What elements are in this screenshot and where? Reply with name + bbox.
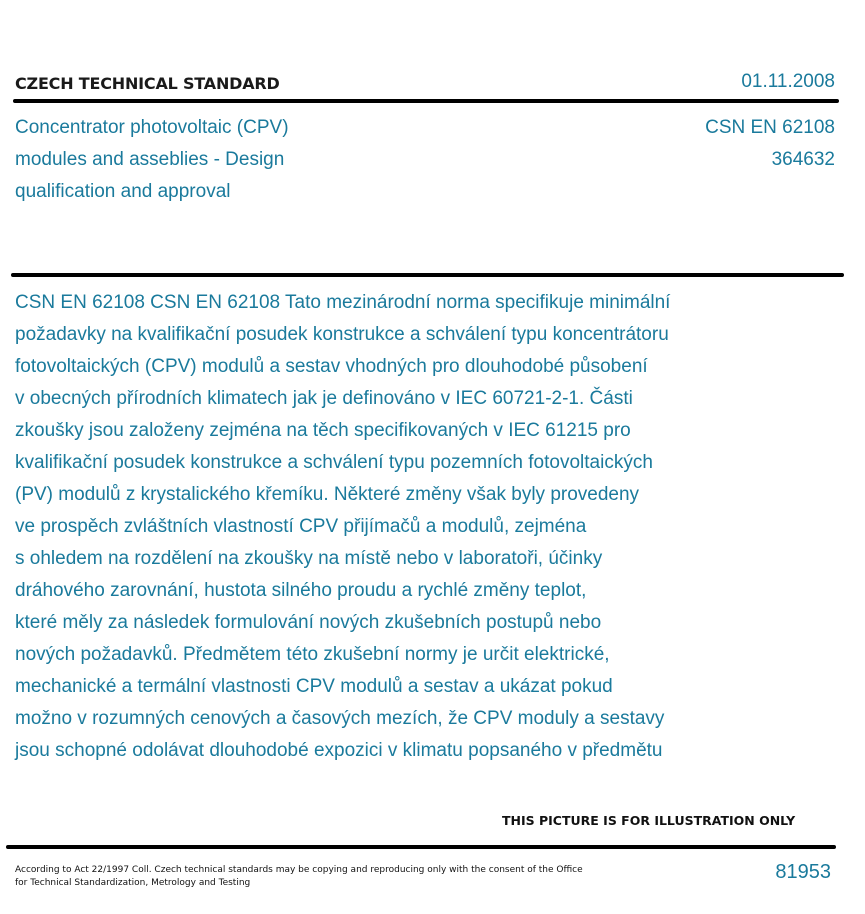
standard-abstract: [15, 287, 815, 767]
standard-code: CSN EN 62108: [705, 117, 835, 138]
abstract-line: v obecných přírodních klimatech jak je definováno v IEC 60721-2-1. Části: [15, 388, 633, 409]
footer-divider: [6, 845, 836, 849]
standard-title-line-1: Concentrator photovoltaic (CPV): [15, 117, 289, 138]
legal-notice-line: for Technical Standardization, Metrology and Testing: [15, 878, 251, 888]
abstract-line: (PV) modulů z krystalického křemíku. Některé změny však byly provedeny: [15, 484, 640, 505]
abstract-line: jsou schopné odolávat dlouhodobé expozici v klimatu popsaného v předmětu: [15, 740, 663, 761]
abstract-line: CSN EN 62108 CSN EN 62108 Tato mezinárodní norma specifikuje minimální: [15, 292, 671, 313]
abstract-line: dráhového zarovnání, hustota silného proudu a rychlé změny teplot,: [15, 580, 587, 601]
abstract-line: možno v rozumných cenových a časových mezích, že CPV moduly a sestavy: [15, 708, 665, 729]
abstract-line: mechanické a termální vlastnosti CPV modulů a sestav a ukázat pokud: [15, 676, 613, 697]
abstract-line: s ohledem na rozdělení na zkoušky na místě nebo v laboratoři, účinky: [15, 548, 603, 569]
legal-notice-line: According to Act 22/1997 Coll. Czech technical standards may be copying and reproducing only with the consent of the Office: [15, 865, 583, 875]
illustration-note: THIS PICTURE IS FOR ILLUSTRATION ONLY: [502, 813, 796, 828]
abstract-line: fotovoltaických (CPV) modulů a sestav vhodných pro dlouhodobé působení: [15, 356, 648, 377]
classification-number: 364632: [771, 149, 835, 170]
publication-date: 01.11.2008: [741, 71, 835, 92]
title-divider: [11, 273, 844, 277]
abstract-line: kvalifikační posudek konstrukce a schválení typu pozemních fotovoltaických: [15, 452, 653, 473]
standard-title-line-3: qualification and approval: [15, 181, 231, 202]
header-divider: [13, 99, 839, 103]
legal-notice: [15, 864, 583, 890]
abstract-line: požadavky na kvalifikační posudek konstrukce a schválení typu koncentrátoru: [15, 324, 669, 345]
abstract-line: ve prospěch zvláštních vlastností CPV přijímačů a modulů, zejména: [15, 516, 587, 537]
abstract-line: nových požadavků. Předmětem této zkušební normy je určit elektrické,: [15, 644, 610, 665]
standard-title-line-2: modules and asseblies - Design: [15, 149, 285, 170]
document-number: 81953: [775, 861, 831, 883]
abstract-line: které měly za následek formulování nových zkušebních postupů nebo: [15, 612, 602, 633]
standard-type-label: CZECH TECHNICAL STANDARD: [15, 74, 280, 93]
abstract-line: zkoušky jsou založeny zejména na těch specifikovaných v IEC 61215 pro: [15, 420, 631, 441]
